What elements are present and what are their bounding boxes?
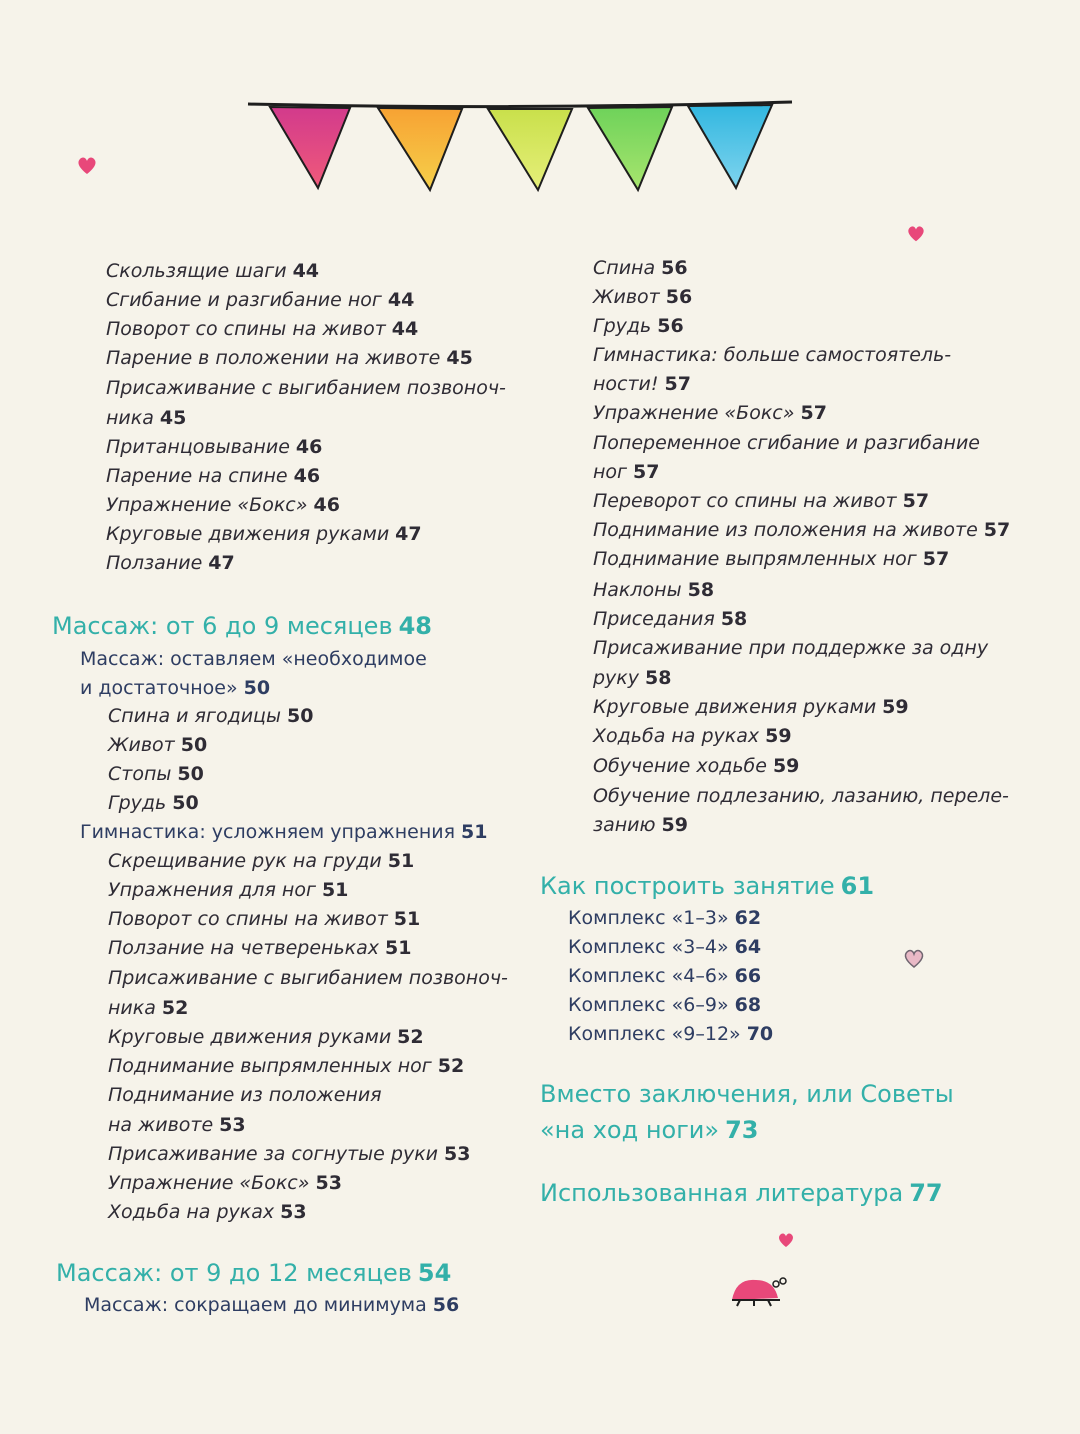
toc-item-text: Скрещивание рук на груди xyxy=(108,850,382,872)
toc-item-text: Стопы xyxy=(108,763,172,785)
toc-item xyxy=(106,433,322,462)
toc-item xyxy=(108,1140,470,1169)
toc-page-number: 52 xyxy=(161,997,189,1019)
toc-page-number: 51 xyxy=(385,937,412,959)
toc-page-number: 54 xyxy=(417,1259,452,1287)
toc-subsection xyxy=(80,674,270,703)
toc-section-heading xyxy=(540,1179,943,1208)
toc-item-text: Круговые движения руками xyxy=(108,1026,392,1048)
toc-page-number: 62 xyxy=(734,907,762,929)
toc-item xyxy=(108,876,348,905)
toc-page-number: 57 xyxy=(922,548,950,570)
toc-item xyxy=(593,664,671,693)
toc-page-number: 58 xyxy=(687,579,715,601)
toc-page-number: 50 xyxy=(287,705,314,727)
toc-item-text: Присаживание за согнутые руки xyxy=(108,1143,439,1165)
toc-page-number: 56 xyxy=(661,257,688,279)
toc-page-number: 61 xyxy=(840,872,875,900)
toc-item xyxy=(108,847,414,876)
toc-page-number: 70 xyxy=(746,1023,774,1045)
toc-item-text: Комплекс «3–4» xyxy=(568,936,729,958)
toc-item-text: ника xyxy=(106,407,154,429)
toc-page-number: 56 xyxy=(657,315,684,337)
toc-item xyxy=(593,283,692,312)
toc-item-text: Комплекс «1–3» xyxy=(568,907,729,929)
toc-item xyxy=(593,312,684,341)
toc-item-text: Ползание xyxy=(106,552,203,574)
toc-page-number: 44 xyxy=(391,318,419,340)
toc-item-text: «на ход ноги» xyxy=(540,1116,720,1144)
toc-page-number: 50 xyxy=(177,763,204,785)
toc-item xyxy=(108,760,204,789)
toc-section-heading xyxy=(540,872,874,901)
toc-item-text: Гимнастика: больше самостоятель- xyxy=(593,344,952,366)
toc-item-text: Поворот со спины на живот xyxy=(108,908,388,930)
toc-item xyxy=(108,1169,342,1198)
toc-item-text: Упражнение «Бокс» xyxy=(106,494,308,516)
toc-item-text: Массаж: от 9 до 12 месяцев xyxy=(56,1259,412,1287)
toc-item xyxy=(593,429,986,458)
toc-item xyxy=(108,1081,388,1110)
toc-item-text: Вместо заключения, или Советы xyxy=(540,1080,954,1108)
toc-item-text: Живот xyxy=(108,734,175,756)
toc-subsection xyxy=(568,904,761,933)
toc-item-text: Приседания xyxy=(593,608,715,630)
toc-item-text: Поворот со спины на живот xyxy=(106,318,386,340)
toc-page-number: 53 xyxy=(280,1201,307,1223)
toc-item-text: ника xyxy=(108,997,156,1019)
toc-item xyxy=(593,341,957,370)
toc-page-number: 53 xyxy=(315,1172,342,1194)
toc-item-text: Парение на спине xyxy=(106,465,288,487)
toc-subsection xyxy=(568,991,761,1020)
toc-item-text: Попеременное сгибание и разгибание xyxy=(593,432,980,454)
toc-item xyxy=(593,254,688,283)
toc-page-number: 53 xyxy=(444,1143,471,1165)
toc-item-text: Упражнение «Бокс» xyxy=(593,402,795,424)
heart-icon xyxy=(76,156,98,176)
toc-page-number: 45 xyxy=(446,347,473,369)
toc-item-text: Массаж: сокращаем до минимума xyxy=(84,1294,427,1316)
toc-page-number: 50 xyxy=(172,792,199,814)
toc-page-number: 73 xyxy=(725,1116,759,1144)
toc-item xyxy=(106,404,186,433)
toc-item xyxy=(106,520,422,549)
toc-item xyxy=(593,752,799,781)
toc-section-heading xyxy=(540,1080,960,1109)
toc-page-number: 56 xyxy=(665,286,693,308)
toc-page-number: 57 xyxy=(633,461,660,483)
toc-subsection xyxy=(568,933,761,962)
toc-page-number: 58 xyxy=(720,608,748,630)
toc-item xyxy=(108,1023,424,1052)
toc-item-text: Грудь xyxy=(593,315,652,337)
toc-item-text: Поднимание из положения на животе xyxy=(593,519,978,541)
toc-item-text: Массаж: от 6 до 9 месяцев xyxy=(52,612,393,640)
toc-page-number: 59 xyxy=(772,755,800,777)
toc-item xyxy=(108,905,420,934)
toc-item xyxy=(108,964,514,993)
toc-item xyxy=(108,1198,307,1227)
toc-item xyxy=(593,576,714,605)
heart-icon xyxy=(777,1232,795,1249)
toc-item-text: ности! xyxy=(593,373,659,395)
heart-outline-icon xyxy=(903,948,925,970)
toc-item-text: Круговые движения руками xyxy=(593,696,877,718)
toc-item-text: занию xyxy=(593,814,656,836)
toc-page-number: 53 xyxy=(219,1114,246,1136)
toc-item-text: Присаживание с выгибанием позвоноч- xyxy=(108,967,508,989)
toc-subsection xyxy=(84,1291,459,1320)
toc-page-number: 57 xyxy=(800,402,827,424)
toc-page-number: 45 xyxy=(159,407,187,429)
toc-item-text: Гимнастика: усложняем упражнения xyxy=(80,821,456,843)
toc-page-number: 64 xyxy=(734,936,762,958)
toc-page-number: 56 xyxy=(432,1294,460,1316)
toc-item-text: Упражнения для ног xyxy=(108,879,316,901)
toc-page-number: 51 xyxy=(393,908,421,930)
toc-item xyxy=(108,702,313,731)
toc-page-number: 48 xyxy=(398,612,432,640)
toc-page-number: 52 xyxy=(397,1026,424,1048)
toc-item xyxy=(593,370,691,399)
toc-section-heading xyxy=(56,1259,451,1288)
toc-page-number: 51 xyxy=(461,821,488,843)
toc-item xyxy=(108,789,199,818)
toc-page-number: 47 xyxy=(208,552,235,574)
toc-subsection xyxy=(568,1020,773,1049)
toc-item-text: Ходьба на руках xyxy=(108,1201,275,1223)
toc-page-number: 59 xyxy=(882,696,909,718)
toc-page-number: 66 xyxy=(734,965,762,987)
toc-section-heading xyxy=(540,1116,759,1145)
toc-page-number: 57 xyxy=(664,373,691,395)
toc-item xyxy=(106,374,512,403)
toc-item xyxy=(593,811,688,840)
toc-page-number: 51 xyxy=(387,850,415,872)
toc-item-text: Спина и ягодицы xyxy=(108,705,281,727)
toc-page-number: 46 xyxy=(313,494,340,516)
toc-page-number: 51 xyxy=(321,879,349,901)
toc-page-number: 50 xyxy=(180,734,208,756)
toc-item-text: Спина xyxy=(593,257,656,279)
toc-item xyxy=(593,693,909,722)
toc-item-text: Присаживание с выгибанием позвоноч- xyxy=(106,377,506,399)
toc-item-text: Использованная литература xyxy=(540,1179,904,1207)
toc-item-text: руку xyxy=(593,667,640,689)
ladybug-icon xyxy=(726,1268,788,1308)
toc-item-text: Ходьба на руках xyxy=(593,725,760,747)
toc-item-text: Массаж: оставляем «необходимое xyxy=(80,648,427,670)
toc-item xyxy=(593,634,994,663)
toc-subsection xyxy=(80,818,488,847)
toc-item-text: Живот xyxy=(593,286,660,308)
toc-page-number: 77 xyxy=(909,1179,943,1207)
toc-page-number: 68 xyxy=(734,994,762,1016)
toc-page-number: 52 xyxy=(437,1055,465,1077)
toc-page-number: 57 xyxy=(983,519,1011,541)
toc-item xyxy=(593,487,929,516)
toc-item xyxy=(108,731,207,760)
toc-item xyxy=(593,516,1010,545)
toc-item xyxy=(106,257,319,286)
toc-item-text: на животе xyxy=(108,1114,214,1136)
toc-item-text: Комплекс «9–12» xyxy=(568,1023,741,1045)
toc-item-text: Пританцовывание xyxy=(106,436,290,458)
toc-item-text: Упражнение «Бокс» xyxy=(108,1172,310,1194)
toc-item-text: и достаточное» xyxy=(80,677,238,699)
toc-item xyxy=(106,462,320,491)
toc-item xyxy=(108,934,411,963)
toc-page-number: 44 xyxy=(292,260,320,282)
toc-item xyxy=(106,549,235,578)
toc-item-text: Скользящие шаги xyxy=(106,260,287,282)
toc-item-text: Как построить занятие xyxy=(540,872,835,900)
toc-subsection xyxy=(80,645,433,674)
toc-item xyxy=(593,722,792,751)
toc-item-text: Обучение ходьбе xyxy=(593,755,767,777)
toc-item-text: Переворот со спины на живот xyxy=(593,490,897,512)
toc-item xyxy=(108,994,188,1023)
heart-icon xyxy=(906,225,926,243)
bunting-garland-illustration xyxy=(240,90,800,200)
toc-item xyxy=(593,782,1015,811)
toc-item-text: Ползание на четвереньках xyxy=(108,937,380,959)
toc-item-text: Присаживание при поддержке за одну xyxy=(593,637,989,659)
toc-item-text: Поднимание выпрямленных ног xyxy=(108,1055,432,1077)
toc-item xyxy=(106,491,340,520)
toc-item-text: Круговые движения руками xyxy=(106,523,390,545)
toc-item-text: Комплекс «4–6» xyxy=(568,965,729,987)
toc-page-number: 58 xyxy=(645,667,672,689)
toc-item-text: Поднимание из положения xyxy=(108,1084,382,1106)
toc-item-text: Поднимание выпрямленных ног xyxy=(593,548,917,570)
toc-item xyxy=(106,286,414,315)
toc-item xyxy=(593,605,747,634)
toc-item-text: Грудь xyxy=(108,792,167,814)
toc-page-number: 47 xyxy=(395,523,422,545)
toc-item-text: ног xyxy=(593,461,628,483)
toc-item xyxy=(108,1111,246,1140)
toc-item xyxy=(593,458,659,487)
toc-item xyxy=(108,1052,464,1081)
toc-item-text: Комплекс «6–9» xyxy=(568,994,729,1016)
toc-page-number: 44 xyxy=(387,289,415,311)
toc-item-text: Парение в положении на животе xyxy=(106,347,441,369)
toc-item-text: Наклоны xyxy=(593,579,682,601)
toc-page-number: 46 xyxy=(295,436,323,458)
toc-page-number: 59 xyxy=(661,814,688,836)
toc-page-number: 57 xyxy=(902,490,930,512)
toc-page-number: 59 xyxy=(765,725,792,747)
toc-item xyxy=(106,315,418,344)
toc-item xyxy=(593,545,949,574)
toc-page-number: 50 xyxy=(243,677,271,699)
toc-item xyxy=(593,399,827,428)
toc-section-heading xyxy=(52,612,432,641)
toc-item-text: Сгибание и разгибание ног xyxy=(106,289,382,311)
toc-subsection xyxy=(568,962,761,991)
toc-page-number: 46 xyxy=(293,465,321,487)
toc-item-text: Обучение подлезанию, лазанию, переле- xyxy=(593,785,1009,807)
toc-item xyxy=(106,344,473,373)
